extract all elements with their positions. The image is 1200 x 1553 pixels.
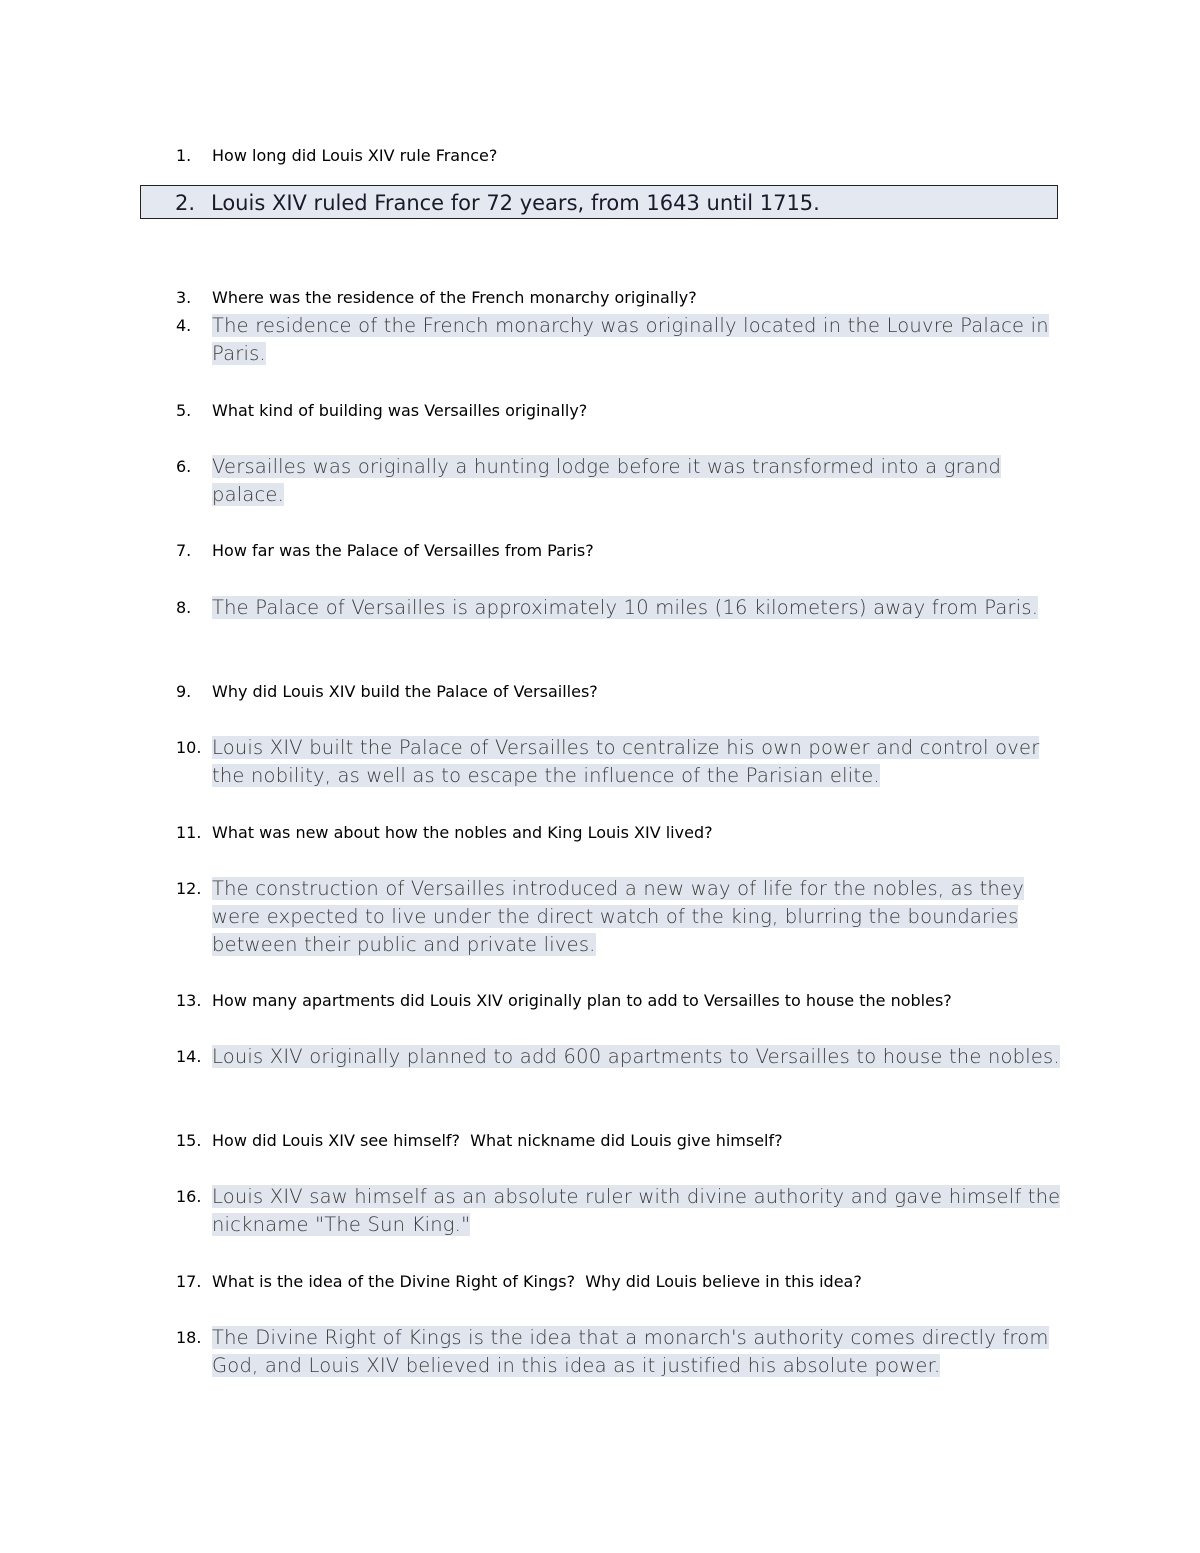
item-number: 12.	[176, 879, 202, 898]
question-text: What is the idea of the Divine Right of Kings? Why did Louis believe in this idea?	[212, 1272, 862, 1291]
answer-text: Versailles was originally a hunting lodge before it was transformed into a grand palace.	[212, 455, 1002, 506]
item-number: 3.	[176, 288, 192, 307]
answer-text: Louis XIV built the Palace of Versailles to centralize his own power and control over the nobility, as well as to escape the influence of the Parisian elite.	[212, 736, 1040, 787]
item-number: 10.	[176, 738, 202, 757]
item-number: 4.	[176, 316, 192, 335]
answer-text: The construction of Versailles introduced a new way of life for the nobles, as they were expected to live under the direct watch of the king, blurring the boundaries between their public and private lives.	[212, 877, 1024, 956]
answer-text-block	[212, 594, 1062, 622]
item-number: 7.	[176, 541, 192, 560]
item-number: 14.	[176, 1047, 202, 1066]
answer-text-block	[212, 875, 1062, 959]
answer-2-box	[140, 185, 1058, 219]
answer-text-block	[212, 312, 1062, 368]
answer-text-block	[212, 1043, 1062, 1071]
question-text: Why did Louis XIV build the Palace of Versailles?	[212, 682, 598, 701]
question-text: What kind of building was Versailles originally?	[212, 401, 588, 420]
answer-text: Louis XIV saw himself as an absolute ruler with divine authority and gave himself the nickname "The Sun King."	[212, 1185, 1061, 1236]
question-text: What was new about how the nobles and King Louis XIV lived?	[212, 823, 713, 842]
answer-text-block	[212, 734, 1062, 790]
item-number: 11.	[176, 823, 202, 842]
question-text: How far was the Palace of Versailles from Paris?	[212, 541, 594, 560]
item-number: 9.	[176, 682, 192, 701]
answer-text: The Divine Right of Kings is the idea that a monarch's authority comes directly from God, and Louis XIV believed in this idea as it justified his absolute power.	[212, 1326, 1049, 1377]
answer-text: Louis XIV ruled France for 72 years, from 1643 until 1715.	[211, 191, 820, 215]
answer-text: Louis XIV originally planned to add 600 apartments to Versailles to house the nobles.	[212, 1045, 1060, 1068]
item-number: 18.	[176, 1328, 202, 1347]
item-number: 1.	[176, 146, 192, 165]
answer-text-block	[212, 453, 1062, 509]
item-number: 2.	[175, 191, 196, 215]
item-number: 13.	[176, 991, 202, 1010]
question-text: Where was the residence of the French monarchy originally?	[212, 288, 697, 307]
item-number: 17.	[176, 1272, 202, 1291]
item-number: 6.	[176, 457, 192, 476]
item-number: 16.	[176, 1187, 202, 1206]
answer-text-block	[212, 1324, 1062, 1380]
answer-text-block	[212, 1183, 1062, 1239]
question-text: How many apartments did Louis XIV originally plan to add to Versailles to house the nobles?	[212, 991, 952, 1010]
item-number: 8.	[176, 598, 192, 617]
question-text: How did Louis XIV see himself? What nickname did Louis give himself?	[212, 1131, 783, 1150]
item-number: 5.	[176, 401, 192, 420]
item-number: 15.	[176, 1131, 202, 1150]
question-text: How long did Louis XIV rule France?	[212, 146, 498, 165]
answer-text: The Palace of Versailles is approximately 10 miles (16 kilometers) away from Paris.	[212, 596, 1039, 619]
answer-text: The residence of the French monarchy was originally located in the Louvre Palace in Paris.	[212, 314, 1049, 365]
